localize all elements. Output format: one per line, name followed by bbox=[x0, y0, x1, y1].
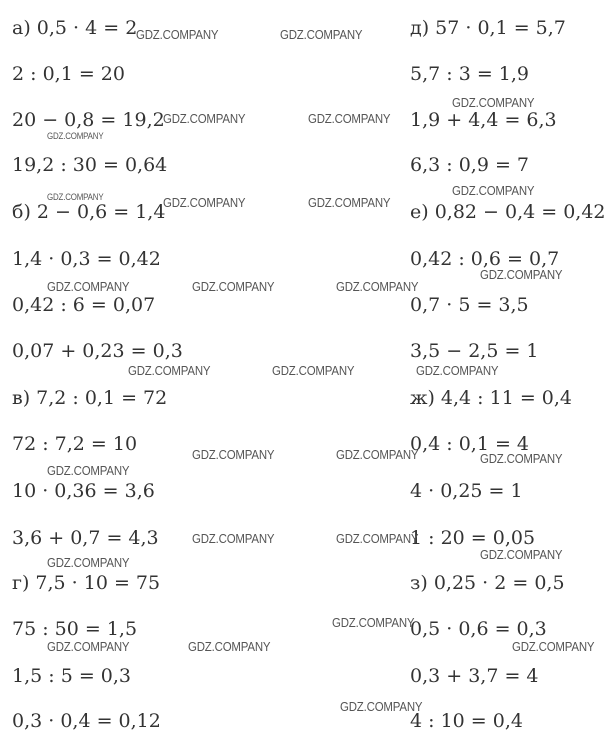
equation-line: 4 : 10 = 0,4 bbox=[410, 710, 523, 732]
equation-line: а) 0,5 · 4 = 2 bbox=[12, 17, 138, 39]
watermark: GDZ.COMPANY bbox=[192, 279, 275, 294]
equation-line: г) 7,5 · 10 = 75 bbox=[12, 572, 161, 594]
watermark: GDZ.COMPANY bbox=[340, 699, 423, 714]
equation-line: 6,3 : 0,9 = 7 bbox=[410, 154, 530, 176]
watermark: GDZ.COMPANY bbox=[163, 111, 246, 126]
watermark: GDZ.COMPANY bbox=[192, 531, 275, 546]
equation-line: в) 7,2 : 0,1 = 72 bbox=[12, 387, 168, 409]
watermark: GDZ.COMPANY bbox=[47, 192, 104, 202]
watermark: GDZ.COMPANY bbox=[47, 131, 104, 141]
equation-line: ж) 4,4 : 11 = 0,4 bbox=[410, 387, 573, 409]
equation-line: 0,3 + 3,7 = 4 bbox=[410, 665, 539, 687]
watermark: GDZ.COMPANY bbox=[272, 363, 355, 378]
watermark: GDZ.COMPANY bbox=[280, 27, 363, 42]
watermark: GDZ.COMPANY bbox=[416, 363, 499, 378]
equation-line: 0,7 · 5 = 3,5 bbox=[410, 294, 529, 316]
watermark: GDZ.COMPANY bbox=[480, 547, 563, 562]
watermark: GDZ.COMPANY bbox=[336, 531, 419, 546]
equation-line: 0,07 + 0,23 = 0,3 bbox=[12, 340, 183, 362]
watermark: GDZ.COMPANY bbox=[452, 183, 535, 198]
watermark: GDZ.COMPANY bbox=[47, 639, 130, 654]
watermark: GDZ.COMPANY bbox=[480, 267, 563, 282]
equation-line: 10 · 0,36 = 3,6 bbox=[12, 480, 155, 502]
equation-line: 72 : 7,2 = 10 bbox=[12, 433, 138, 455]
watermark: GDZ.COMPANY bbox=[47, 463, 130, 478]
equation-line: 2 : 0,1 = 20 bbox=[12, 63, 125, 85]
watermark: GDZ.COMPANY bbox=[192, 447, 275, 462]
watermark: GDZ.COMPANY bbox=[336, 447, 419, 462]
watermark: GDZ.COMPANY bbox=[47, 279, 130, 294]
equation-line: 1,5 : 5 = 0,3 bbox=[12, 665, 132, 687]
equation-line: 0,42 : 6 = 0,07 bbox=[12, 294, 156, 316]
watermark: GDZ.COMPANY bbox=[512, 639, 595, 654]
equation-line: 75 : 50 = 1,5 bbox=[12, 618, 138, 640]
watermark: GDZ.COMPANY bbox=[336, 279, 419, 294]
watermark: GDZ.COMPANY bbox=[128, 363, 211, 378]
equation-line: 1 : 20 = 0,05 bbox=[410, 527, 536, 549]
equation-line: 4 · 0,25 = 1 bbox=[410, 480, 523, 502]
watermark: GDZ.COMPANY bbox=[163, 195, 246, 210]
equation-line: 0,4 : 0,1 = 4 bbox=[410, 433, 530, 455]
equation-line: 1,4 · 0,3 = 0,42 bbox=[12, 248, 161, 270]
equation-line: 0,5 · 0,6 = 0,3 bbox=[410, 618, 547, 640]
watermark: GDZ.COMPANY bbox=[480, 451, 563, 466]
equation-line: з) 0,25 · 2 = 0,5 bbox=[410, 572, 565, 594]
equation-line: 20 − 0,8 = 19,2 bbox=[12, 109, 165, 131]
equation-line: 5,7 : 3 = 1,9 bbox=[410, 63, 530, 85]
equation-line: б) 2 − 0,6 = 1,4 bbox=[12, 201, 166, 223]
equation-line: е) 0,82 − 0,4 = 0,42 bbox=[410, 201, 606, 223]
equation-line: 0,3 · 0,4 = 0,12 bbox=[12, 710, 161, 732]
watermark: GDZ.COMPANY bbox=[332, 615, 415, 630]
watermark: GDZ.COMPANY bbox=[308, 195, 391, 210]
watermark: GDZ.COMPANY bbox=[188, 639, 271, 654]
watermark: GDZ.COMPANY bbox=[452, 95, 535, 110]
equation-line: 0,42 : 0,6 = 0,7 bbox=[410, 248, 560, 270]
equation-line: 19,2 : 30 = 0,64 bbox=[12, 154, 168, 176]
equation-line: д) 57 · 0,1 = 5,7 bbox=[410, 17, 566, 39]
watermark: GDZ.COMPANY bbox=[308, 111, 391, 126]
watermark: GDZ.COMPANY bbox=[47, 555, 130, 570]
equation-line: 3,5 − 2,5 = 1 bbox=[410, 340, 539, 362]
watermark: GDZ.COMPANY bbox=[136, 27, 219, 42]
equation-line: 1,9 + 4,4 = 6,3 bbox=[410, 109, 557, 131]
equation-line: 3,6 + 0,7 = 4,3 bbox=[12, 527, 159, 549]
